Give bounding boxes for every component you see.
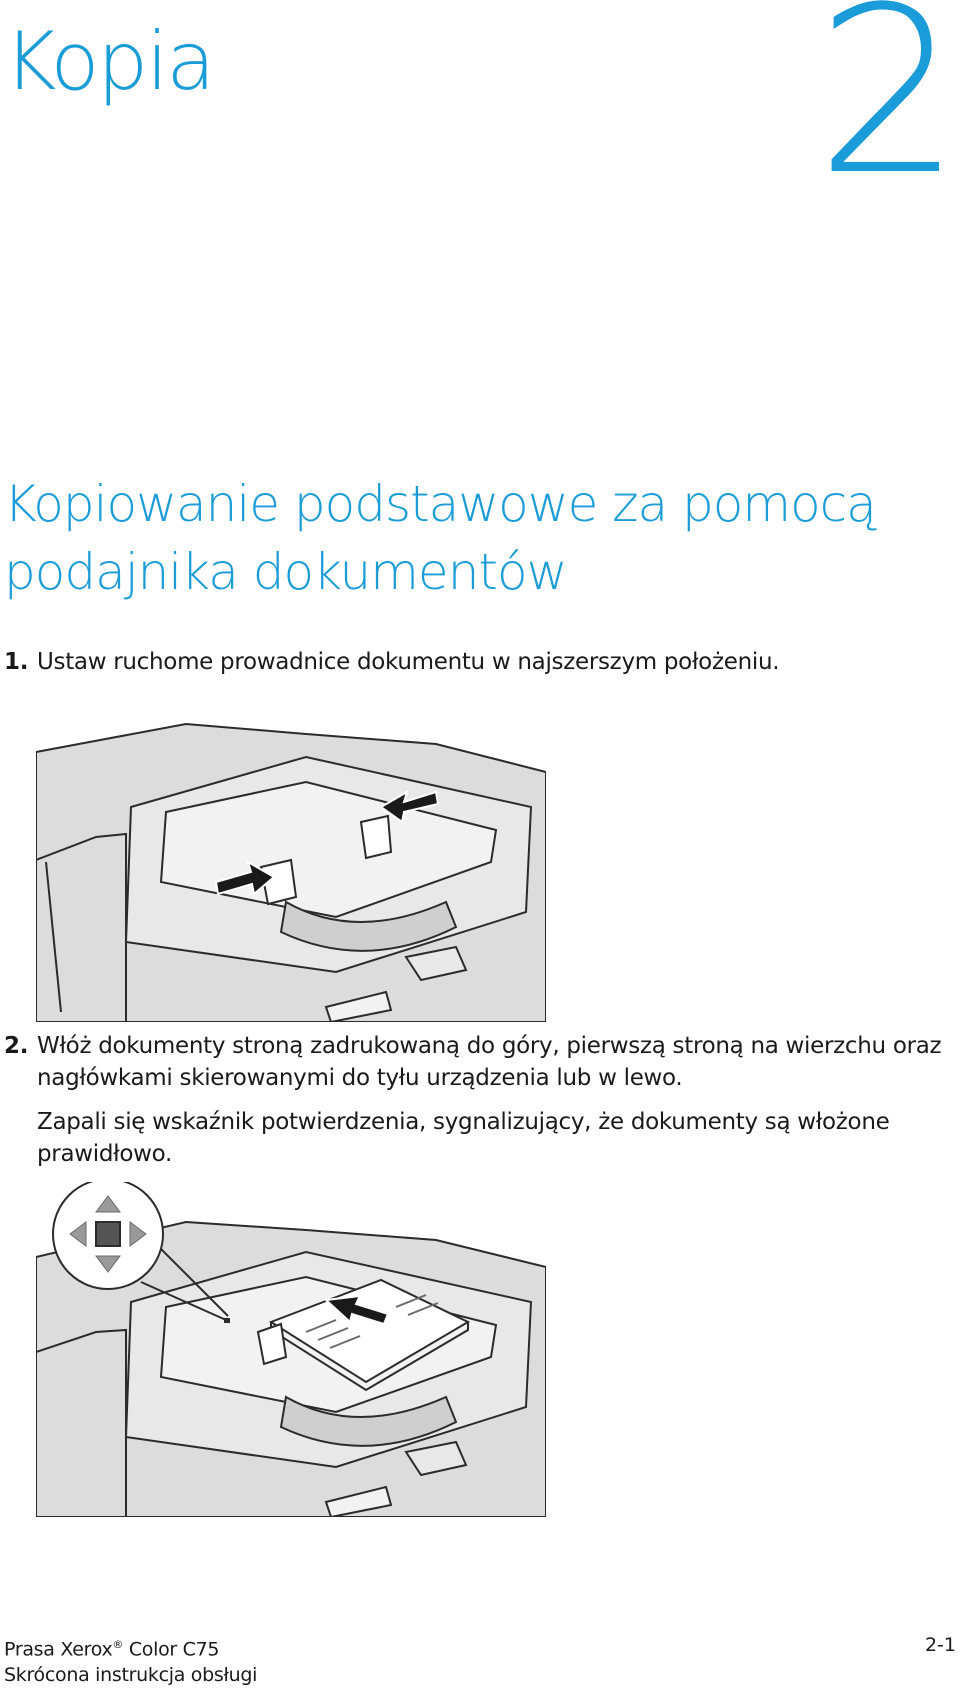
- step-2-number: 2.: [4, 1033, 29, 1059]
- footer-guide-title: Skrócona instrukcja obsługi: [4, 1664, 258, 1687]
- step-2: [4, 1030, 949, 1094]
- step-1: [4, 646, 949, 678]
- step-2-note: Zapali się wskaźnik potwierdzenia, sygnalizujący, że dokumenty są włożone prawidłowo.: [37, 1109, 890, 1167]
- step-2-text: Włóż dokumenty stroną zadrukowaną do góry, pierwszą stroną na wierzchu oraz nagłówkami skierowanymi do tyłu urządzenia lub w lewo.: [37, 1033, 942, 1091]
- chapter-number: 2: [815, 0, 958, 226]
- footer-product: [4, 1632, 257, 1688]
- footer-product-name: Prasa Xerox® Color C75: [4, 1638, 220, 1661]
- step-1-number: 1.: [4, 649, 29, 675]
- document-guide-right: [361, 816, 391, 858]
- section-title-line-2: podajnika dokumentów: [4, 543, 567, 601]
- feeder-guides-illustration: [36, 712, 546, 1022]
- chapter-title: Kopia: [4, 15, 214, 108]
- step-1-text: Ustaw ruchome prowadnice dokumentu w najszerszym położeniu.: [37, 649, 780, 675]
- section-title-line-1: Kopiowanie podstawowe za pomocą: [4, 475, 876, 533]
- page-number: 2-1: [924, 1634, 956, 1656]
- loaded-document-illustration: [36, 1182, 546, 1517]
- document-guide-left: [258, 1324, 286, 1364]
- section-title: [4, 470, 904, 606]
